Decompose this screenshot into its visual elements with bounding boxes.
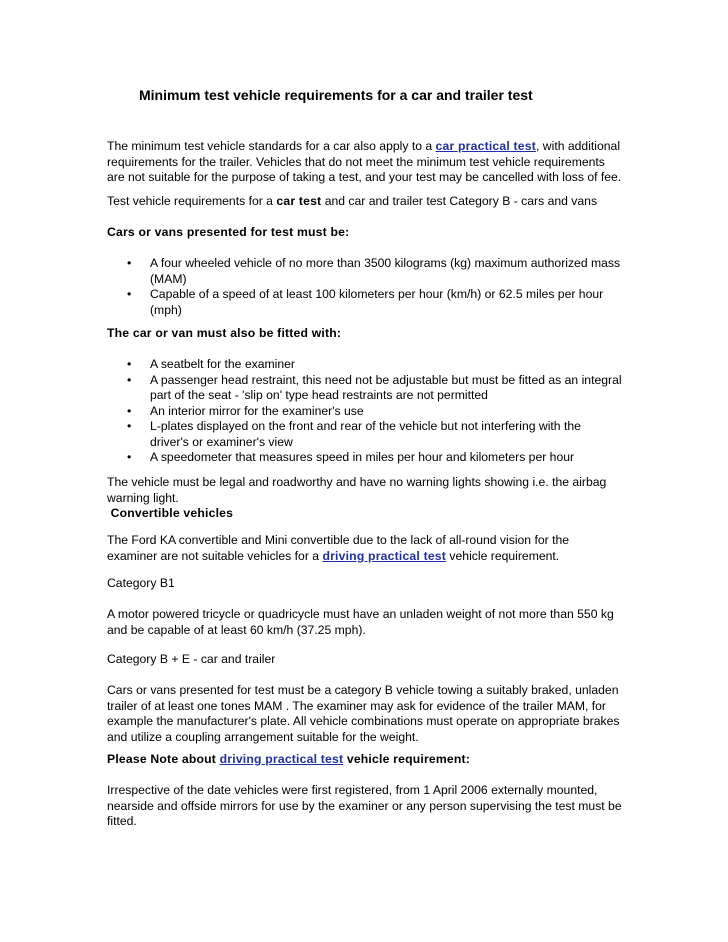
presented-heading: Cars or vans presented for test must be: xyxy=(107,225,350,239)
page-title: Minimum test vehicle requirements for a car and trailer test xyxy=(139,87,533,103)
driving-practical-test-link[interactable]: driving practical test xyxy=(322,548,447,563)
note-text-end: vehicle requirement: xyxy=(343,752,471,766)
intro-paragraph xyxy=(107,139,622,186)
list-item-text: An interior mirror for the examiner's use xyxy=(150,403,364,418)
car-test-bold: car test xyxy=(276,194,322,208)
convertible-text-end: vehicle requirement. xyxy=(446,548,560,563)
b1-paragraph: A motor powered tricycle or quadricycle must have an unladen weight of not more than 550 kg and be capable of at least 60 km/h (37.25 mph). xyxy=(107,607,614,637)
list-item-text: A seatbelt for the examiner xyxy=(150,357,295,371)
bullet-icon: • xyxy=(127,419,132,433)
list-item-text: A passenger head restraint, this need not be adjustable but must be fitted as an integral part of the seat - 'slip on' type head restraints are not permitted xyxy=(150,372,622,402)
bullet-icon: • xyxy=(127,256,132,270)
intro-text-end: , with additional requirements for the trailer. Vehicles that do not meet the minimum test vehicle requirements are not suitable for the purpose of taking a test, and your test may be cancelled with loss of fee. xyxy=(107,139,622,184)
note-driving-practical-test-link[interactable]: driving practical test xyxy=(219,752,344,766)
bullet-icon: • xyxy=(127,450,132,464)
note-text-start: Please Note about xyxy=(107,752,220,766)
list-item-text: L-plates displayed on the front and rear of the vehicle but not interfering with the driver's or examiner's view xyxy=(150,419,581,449)
fitted-list xyxy=(107,357,622,466)
legal-paragraph xyxy=(107,475,622,522)
list-item-text: Capable of a speed of at least 100 kilometers per hour (km/h) or 62.5 miles per hour (mph) xyxy=(150,287,604,317)
bullet-icon: • xyxy=(127,372,132,387)
bullet-icon: • xyxy=(127,287,132,301)
test-vehicle-text-start: Test vehicle requirements for a xyxy=(107,194,277,208)
test-vehicle-paragraph xyxy=(107,194,622,210)
irrespective-paragraph: Irrespective of the date vehicles were first registered, from 1 April 2006 externally mounted, nearside and offside mirrors for use by the examiner or any person supervising the test must be fitted. xyxy=(107,783,622,828)
be-paragraph: Cars or vans presented for test must be a category B vehicle towing a suitably braked, unladen trailer of at least one tones MAM . The examiner may ask for evidence of the trailer MAM, for example the manufacturer's plate. All vehicle combinations must operate on appropriate brakes and utilize a coupling arrangement suitable for the weight. xyxy=(107,683,620,744)
car-practical-test-link[interactable]: car practical test xyxy=(435,139,537,153)
list-item-text: A four wheeled vehicle of no more than 3500 kilograms (kg) maximum authorized mass (MAM) xyxy=(150,256,621,286)
legal-text: The vehicle must be legal and roadworthy and have no warning lights showing i.e. the airbag warning light. xyxy=(107,475,607,505)
test-vehicle-text-end: and car and trailer test Category B - cars and vans xyxy=(321,194,598,208)
bullet-icon: • xyxy=(127,357,132,371)
list-item-text: A speedometer that measures speed in miles per hour and kilometers per hour xyxy=(150,450,575,464)
list-item xyxy=(107,287,622,318)
convertible-paragraph xyxy=(107,533,622,564)
intro-text-start: The minimum test vehicle standards for a car also apply to a xyxy=(107,139,436,153)
list-item xyxy=(107,419,622,450)
bullet-icon: • xyxy=(127,403,132,418)
category-be-heading: Category B + E - car and trailer xyxy=(107,652,276,666)
fitted-heading: The car or van must also be fitted with: xyxy=(107,326,342,340)
list-item xyxy=(107,373,622,404)
category-b1-heading: Category B1 xyxy=(107,576,175,590)
convertible-heading: Convertible vehicles xyxy=(107,506,234,520)
presented-list xyxy=(107,256,622,318)
note-heading xyxy=(107,752,622,768)
list-item xyxy=(107,256,622,287)
list-item xyxy=(107,450,622,466)
list-item xyxy=(107,357,622,373)
list-item xyxy=(107,404,622,420)
convertible-text-start: The Ford KA convertible and Mini convertible due to the lack of all-round vision for the examiner are not suitable vehicles for a xyxy=(107,533,570,563)
